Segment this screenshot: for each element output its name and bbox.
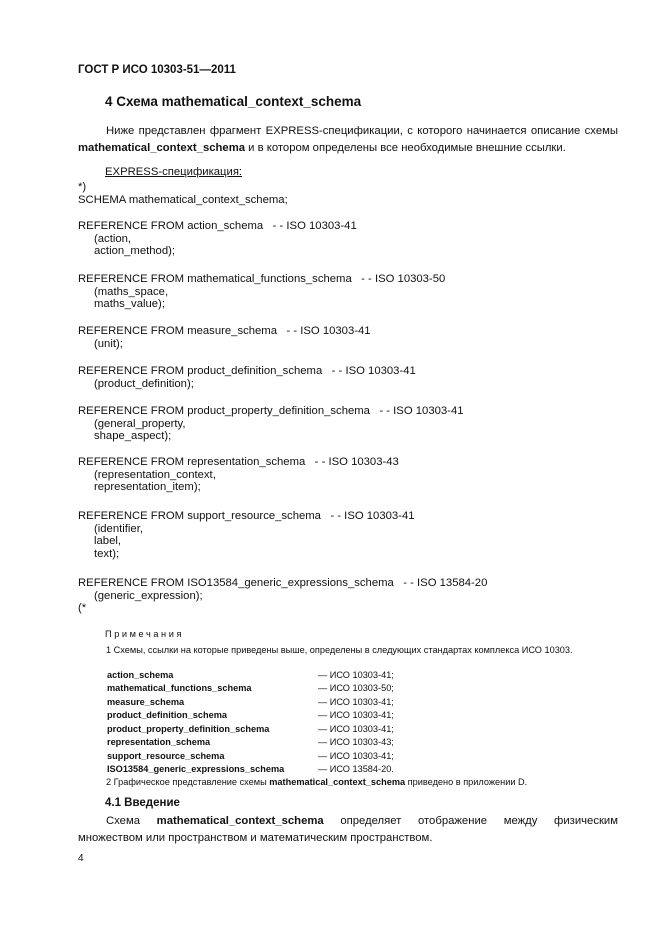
ref-item: (generic_expression);: [94, 589, 203, 602]
ref-item: action_method);: [94, 245, 176, 258]
note-ref-standard: — ИСО 10303-41;: [318, 710, 394, 720]
note-ref-schema: ISO13584_generic_expressions_schema: [107, 764, 285, 774]
note2-schema-name: mathematical_context_schema: [269, 777, 406, 787]
ref-line: REFERENCE FROM measure_schema - - ISO 10303-41: [78, 325, 371, 337]
ref-item: maths_value);: [94, 298, 165, 311]
note-ref-standard: — ИСО 10303-50;: [318, 683, 394, 693]
note-ref-schema: product_property_definition_schema: [107, 724, 270, 734]
note-ref-standard: — ИСО 10303-41;: [318, 670, 394, 680]
ref-item: (action,: [94, 232, 132, 245]
sub-text-after: определяет отображение между физическим множеством или пространством и математическим пространством.: [78, 815, 618, 844]
ref-line: REFERENCE FROM mathematical_functions_schema - - ISO 10303-50: [78, 273, 446, 285]
note-ref-standard: — ИСО 10303-41;: [318, 724, 394, 734]
ref-line: REFERENCE FROM product_definition_schema - - ISO 10303-41: [78, 365, 416, 377]
ref-item: (representation_context,: [94, 468, 216, 481]
sub-schema-name: mathematical_context_schema: [156, 815, 324, 827]
note-ref-schema: product_definition_schema: [107, 710, 227, 720]
notes-title: Примечания: [105, 629, 185, 639]
subsection-title: 4.1 Введение: [105, 797, 180, 809]
code-ref-block: [78, 273, 445, 311]
note-ref-schema: measure_schema: [107, 697, 185, 707]
ref-item: label,: [94, 535, 122, 548]
code-ref-block: [78, 220, 357, 258]
ref-item: (unit);: [94, 337, 123, 350]
ref-line: REFERENCE FROM ISO13584_generic_expressions_schema - - ISO 13584-20: [78, 577, 488, 589]
code-ref-block: [78, 456, 399, 494]
page-number: 4: [78, 853, 84, 864]
note-ref-standard: — ИСО 10303-41;: [318, 697, 394, 707]
subsection-paragraph: [78, 813, 618, 847]
intro-text-after: и в котором определены все необходимые внешние ссылки.: [245, 142, 566, 154]
ref-item: representation_item);: [94, 481, 201, 494]
ref-line: REFERENCE FROM action_schema - - ISO 10303-41: [78, 220, 357, 232]
intro-paragraph: [78, 123, 618, 157]
ref-line: REFERENCE FROM product_property_definition_schema - - ISO 10303-41: [78, 405, 464, 417]
ref-item: shape_aspect);: [94, 430, 172, 443]
code-ref-block: [78, 405, 464, 443]
code-schema-line: SCHEMA mathematical_context_schema;: [78, 194, 288, 206]
code-comment-start: (*: [78, 602, 87, 615]
note-ref-standard: — ИСО 13584-20.: [318, 764, 394, 774]
note-ref-schema: support_resource_schema: [107, 751, 225, 761]
ref-item: (general_property,: [94, 417, 186, 430]
ref-item: (identifier,: [94, 522, 143, 535]
code-ref-block: [78, 577, 487, 615]
document-header: ГОСТ Р ИСО 10303-51—2011: [78, 64, 236, 76]
intro-schema-name: mathematical_context_schema: [78, 142, 246, 154]
code-ref-block: [78, 325, 371, 350]
express-spec-label: EXPRESS-спецификация:: [105, 166, 243, 178]
note-2: [106, 777, 527, 787]
note-ref-schema: action_schema: [107, 670, 174, 680]
intro-text-before: Ниже представлен фрагмент EXPRESS-спецификации, с которого начинается описание схемы: [106, 125, 618, 137]
code-ref-block: [78, 510, 415, 560]
note-1: 1 Схемы, ссылки на которые приведены выше, определены в следующих стандартах комплекса ИСО 10303.: [106, 645, 573, 655]
note2-text-after: приведено в приложении D.: [405, 777, 528, 787]
note-ref-standard: — ИСО 10303-43;: [318, 737, 394, 747]
note2-text-before: 2 Графическое представление схемы: [106, 777, 270, 787]
note-ref-standard: — ИСО 10303-41;: [318, 751, 394, 761]
note-ref-schema: mathematical_functions_schema: [107, 683, 252, 693]
ref-line: REFERENCE FROM support_resource_schema - - ISO 10303-41: [78, 510, 415, 522]
note-ref-schema: representation_schema: [107, 737, 211, 747]
section-title: 4 Схема mathematical_context_schema: [105, 94, 362, 109]
ref-item: (maths_space,: [94, 285, 169, 298]
code-comment-end: *): [78, 181, 87, 193]
ref-item: (product_definition);: [94, 377, 194, 390]
ref-line: REFERENCE FROM representation_schema - - ISO 10303-43: [78, 456, 399, 468]
sub-text-before: Схема: [106, 815, 157, 827]
code-ref-block: [78, 365, 416, 390]
ref-item: text);: [94, 547, 120, 560]
